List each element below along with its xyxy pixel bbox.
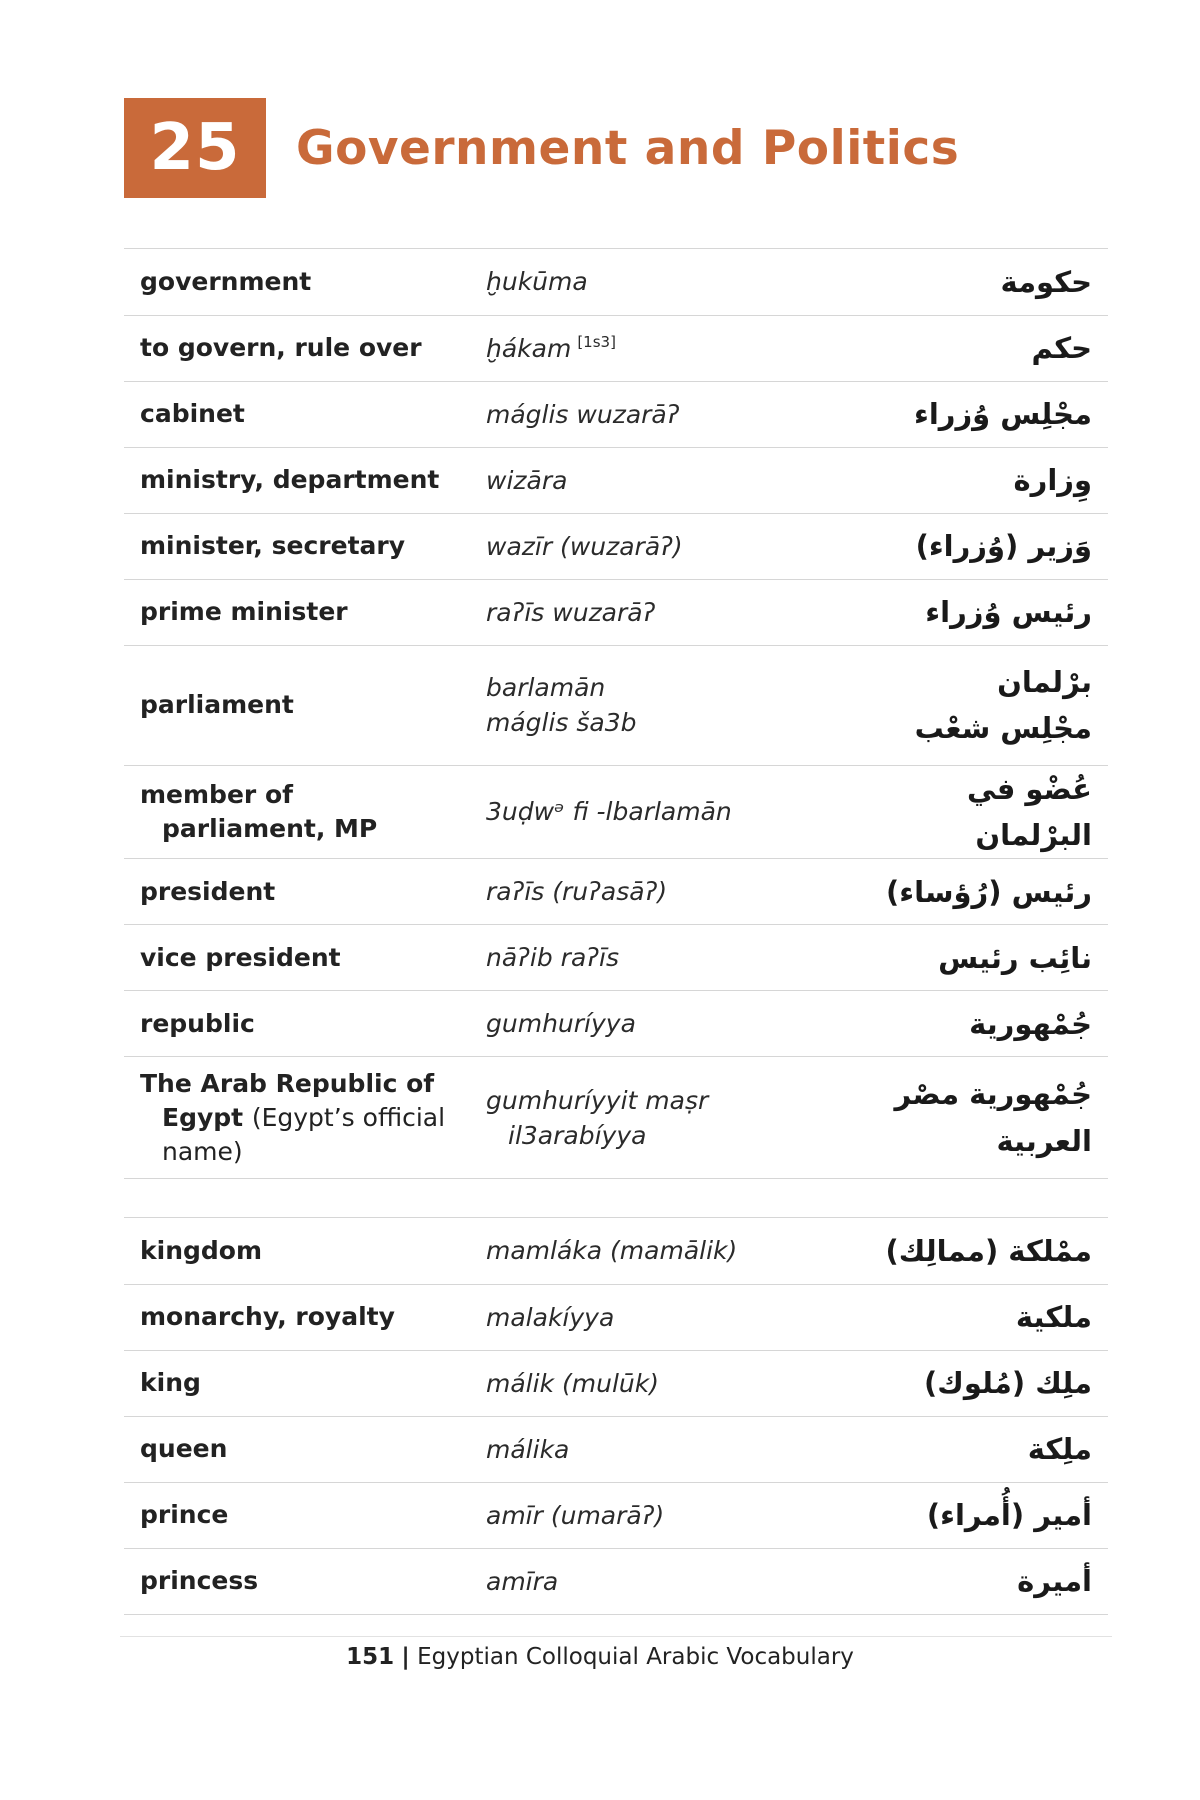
chapter-title: Government and Politics xyxy=(296,120,960,176)
chapter-number: 25 xyxy=(124,98,266,198)
transliteration: málika xyxy=(486,1416,866,1482)
english-term: queen xyxy=(124,1416,486,1482)
arabic-term: نائِب رئيس xyxy=(866,925,1108,991)
transliteration: nāʔib raʔīs xyxy=(486,925,866,991)
arabic-term: جُمْهورية xyxy=(866,991,1108,1057)
english-term: parliament xyxy=(124,645,486,765)
english-note-continued: name) xyxy=(162,1136,243,1166)
english-term: republic xyxy=(124,991,486,1057)
transliteration: raʔīs wuzarāʔ xyxy=(486,579,866,645)
book-title: Egyptian Colloquial Arabic Vocabulary xyxy=(417,1644,854,1670)
english-term: princess xyxy=(124,1548,486,1614)
table-row xyxy=(124,645,1108,765)
table-row xyxy=(124,1218,1108,1284)
table-row xyxy=(124,381,1108,447)
table-row xyxy=(124,1482,1108,1548)
table-row xyxy=(124,513,1108,579)
transliteration: raʔīs (ruʔasāʔ) xyxy=(486,859,866,925)
transliteration: wizāra xyxy=(486,447,866,513)
table-row xyxy=(124,447,1108,513)
transliteration xyxy=(486,1057,866,1179)
english-term: prince xyxy=(124,1482,486,1548)
arabic-term: وِزارة xyxy=(866,447,1108,513)
page-footer xyxy=(0,1644,1200,1670)
table-row xyxy=(124,1416,1108,1482)
page-number: 151 xyxy=(346,1644,395,1670)
table-row xyxy=(124,579,1108,645)
arabic-term: ملكية xyxy=(866,1284,1108,1350)
arabic-line: برْلمان xyxy=(997,664,1092,699)
arabic-term: حكم xyxy=(866,315,1108,381)
table-row xyxy=(124,249,1108,315)
transliteration: máglis wuzarāʔ xyxy=(486,381,866,447)
table-row xyxy=(124,859,1108,925)
transliteration: malakíyya xyxy=(486,1284,866,1350)
table-row xyxy=(124,1284,1108,1350)
english-term: ministry, department xyxy=(124,447,486,513)
english-term: cabinet xyxy=(124,381,486,447)
english-term: kingdom xyxy=(124,1218,486,1284)
table-row xyxy=(124,1057,1108,1179)
transliteration-line-continued: il3arabíyya xyxy=(508,1120,647,1150)
arabic-term: ممْلكة (ممالِك) xyxy=(866,1218,1108,1284)
arabic-term: رئيس (رُؤساء) xyxy=(866,859,1108,925)
transliteration: wazīr (wuzarāʔ) xyxy=(486,513,866,579)
arabic-term xyxy=(866,645,1108,765)
english-term xyxy=(124,1057,486,1179)
transliteration-line: gumhuríyyit maṣr xyxy=(486,1085,709,1115)
arabic-term: ملِكة xyxy=(866,1416,1108,1482)
english-line: member of xyxy=(140,780,293,810)
vocab-table-government xyxy=(124,249,1108,1179)
table-row xyxy=(124,315,1108,381)
arabic-term: حكومة xyxy=(866,249,1108,315)
transliteration: amīr (umarāʔ) xyxy=(486,1482,866,1548)
english-bold-word: Egypt xyxy=(162,1102,244,1132)
arabic-term: عُضْو في البرْلمان xyxy=(866,765,1108,859)
transliteration: 3uḍwᵊ fi -lbarlamān xyxy=(486,765,866,859)
english-term: to govern, rule over xyxy=(124,315,486,381)
chapter-header xyxy=(124,98,959,198)
arabic-term: جُمْهورية مصْر العربية xyxy=(866,1057,1108,1179)
vocab-table-monarchy xyxy=(124,1218,1108,1615)
transliteration xyxy=(486,315,866,381)
arabic-term: وَزير (وُزراء) xyxy=(866,513,1108,579)
transliteration: málik (mulūk) xyxy=(486,1350,866,1416)
english-term: president xyxy=(124,859,486,925)
arabic-term: رئيس وُزراء xyxy=(866,579,1108,645)
arabic-term: أميرة xyxy=(866,1548,1108,1614)
english-line-continued xyxy=(140,1101,486,1135)
arabic-term: أمير (أُمراء) xyxy=(866,1482,1108,1548)
transliteration-line: barlamān xyxy=(486,673,606,702)
table-row xyxy=(124,925,1108,991)
english-term: king xyxy=(124,1350,486,1416)
table-row xyxy=(124,991,1108,1057)
english-line-continued: parliament, MP xyxy=(162,813,378,843)
english-term: monarchy, royalty xyxy=(124,1284,486,1350)
english-term: vice president xyxy=(124,925,486,991)
arabic-term: مجْلِس وُزراء xyxy=(866,381,1108,447)
footer-separator: | xyxy=(401,1644,410,1670)
english-line: The Arab Republic of xyxy=(140,1069,435,1099)
table-row xyxy=(124,1548,1108,1614)
footer-rule xyxy=(120,1636,1112,1637)
verb-class-superscript: [1s3] xyxy=(577,333,616,352)
english-term xyxy=(124,765,486,859)
transliteration xyxy=(486,645,866,765)
transliteration-line: máglis ša3b xyxy=(486,708,637,737)
english-term: minister, secretary xyxy=(124,513,486,579)
transliteration: amīra xyxy=(486,1548,866,1614)
table-row xyxy=(124,765,1108,859)
transliteration: gumhuríyya xyxy=(486,991,866,1057)
transliteration-text: ḫákam xyxy=(486,333,572,363)
english-note: (Egypt’s official xyxy=(251,1102,446,1132)
transliteration: mamláka (mamālik) xyxy=(486,1218,866,1284)
arabic-term: ملِك (مُلوك) xyxy=(866,1350,1108,1416)
english-term: government xyxy=(124,249,486,315)
transliteration: ḫukūma xyxy=(486,249,866,315)
arabic-line: مجْلِس شعْب xyxy=(914,711,1092,745)
english-term: prime minister xyxy=(124,579,486,645)
table-row xyxy=(124,1350,1108,1416)
